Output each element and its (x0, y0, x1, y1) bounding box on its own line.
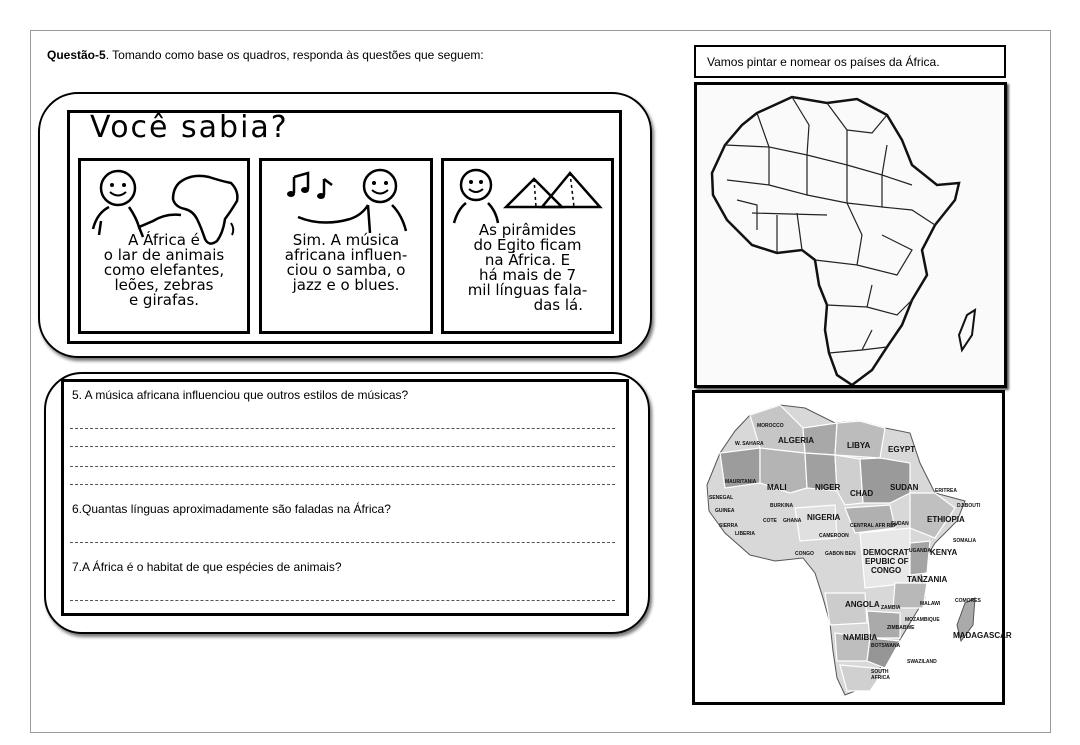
question-7: 7.A África é o habitat de que espécies de animais? (72, 560, 342, 574)
comic-panel-3 (441, 158, 614, 334)
panel-1-line-1: A África é (128, 231, 200, 249)
blank-africa-map (694, 82, 1007, 388)
panel-2-line-4: jazz e o blues. (292, 276, 400, 294)
comic-panel-1 (78, 158, 250, 334)
panel-1-text (81, 233, 247, 308)
label-libya: LIBYA (847, 441, 871, 450)
label-ethiopia: ETHIOPIA (927, 515, 965, 524)
label-senegal: SENEGAL (709, 495, 734, 501)
panel-2-line-3: ciou o samba, o (286, 261, 406, 279)
label-liberia: LIBERIA (735, 531, 755, 537)
label-mozambique: MOZAMBIQUE (905, 617, 940, 623)
panel-2-text (262, 233, 430, 293)
label-niger: NIGER (815, 483, 841, 492)
question-5: 5. A música africana influenciou que outros estilos de músicas? (72, 388, 409, 402)
label-djibouti: DJIBOUTI (957, 503, 981, 509)
label-drc-1: DEMOCRAT (863, 548, 909, 557)
label-drc-2: EPUBIC OF (865, 557, 909, 566)
label-cote: COTE (763, 518, 777, 524)
answer-line-5-2[interactable] (70, 446, 615, 447)
label-botswana: BOTSWANA (871, 643, 901, 649)
panel-1-line-5: e girafas. (128, 291, 200, 309)
panel-3-line-2: do Egito ficam (473, 236, 582, 254)
label-egypt: EGYPT (888, 445, 916, 454)
answer-line-5-3[interactable] (70, 466, 615, 467)
label-uganda: UGANDA (909, 548, 931, 554)
panel-1-line-4: leões, zebras (114, 276, 214, 294)
paint-prompt: Vamos pintar e nomear os países da África. (707, 55, 940, 69)
question-6: 6.Quantas línguas aproximadamente são faladas na África? (72, 502, 391, 516)
label-congo: CONGO (795, 551, 814, 557)
label-swaziland: SWAZILAND (907, 659, 937, 665)
label-eritrea: ERITREA (935, 488, 957, 494)
label-chad: CHAD (850, 489, 874, 498)
label-zimbabwe: ZIMBABWE (887, 625, 915, 631)
panel-3-line-5: mil línguas fala- (467, 281, 588, 299)
label-morocco: MOROCCO (757, 423, 784, 429)
label-mali: MALI (767, 483, 787, 492)
panel-2-line-2: africana influen- (284, 246, 408, 264)
label-malawi: MALAWI (920, 601, 941, 607)
panel-3-line-4: há mais de 7 (478, 266, 577, 284)
label-kenya: KENYA (930, 548, 958, 557)
answer-line-6-1[interactable] (70, 542, 615, 543)
label-ghana: GHANA (783, 518, 802, 524)
label-guinea: GUINEA (715, 508, 735, 514)
label-ben: BEN (845, 551, 856, 557)
label-madagascar: MADAGASCAR (953, 631, 1012, 640)
question-header (47, 48, 484, 62)
answer-line-5-1[interactable] (70, 428, 615, 429)
sabia-title: Você sabia? (90, 110, 289, 145)
label-tanzania: TANZANIA (907, 575, 948, 584)
label-namibia: NAMIBIA (843, 633, 878, 642)
label-south-africa-2: AFRICA (871, 675, 890, 681)
panel-2-line-1: Sim. A música (292, 231, 400, 249)
label-gabon: GABON (825, 551, 844, 557)
comic-panel-2 (259, 158, 433, 334)
label-burkina: BURKINA (770, 503, 794, 509)
label-cameroon: CAMEROON (819, 533, 849, 539)
label-comoros: COMORES (955, 598, 981, 604)
panel-1-line-2: o lar de animais (103, 246, 225, 264)
label-sierra: SIERRA (719, 523, 738, 529)
paint-prompt-box (694, 45, 1006, 78)
panel-3-line-6: das lá. (533, 296, 583, 314)
question-instruction: . Tomando como base os quadros, responda às questões que seguem: (105, 48, 484, 62)
panel-3-line-1: As pirâmides (478, 221, 577, 239)
label-algeria: ALGERIA (778, 436, 814, 445)
answer-line-5-4[interactable] (70, 484, 615, 485)
question-number: Questão-5 (47, 48, 106, 62)
panel-1-line-3: como elefantes, (103, 261, 225, 279)
label-nigeria: NIGERIA (807, 513, 841, 522)
label-somalia: SOMALIA (953, 538, 977, 544)
label-angola: ANGOLA (845, 600, 880, 609)
label-sudan: SUDAN (890, 483, 919, 492)
questions-box (61, 379, 629, 616)
labeled-africa-map (692, 390, 1012, 705)
panel-3-text (444, 223, 611, 313)
panel-3-line-3: na África. E (484, 251, 571, 269)
label-south-africa-1: SOUTH (871, 669, 889, 675)
label-s-sudan: SUDAN (891, 521, 909, 527)
label-zambia: ZAMBIA (881, 605, 901, 611)
label-mauritania: MAURITANIA (725, 479, 757, 485)
answer-line-7-1[interactable] (70, 600, 615, 601)
africa-outline-map (697, 85, 1004, 385)
label-car: CENTRAL AFR REP (850, 523, 897, 529)
label-w-sahara: W. SAHARA (735, 441, 764, 447)
label-drc-3: CONGO (871, 566, 902, 575)
